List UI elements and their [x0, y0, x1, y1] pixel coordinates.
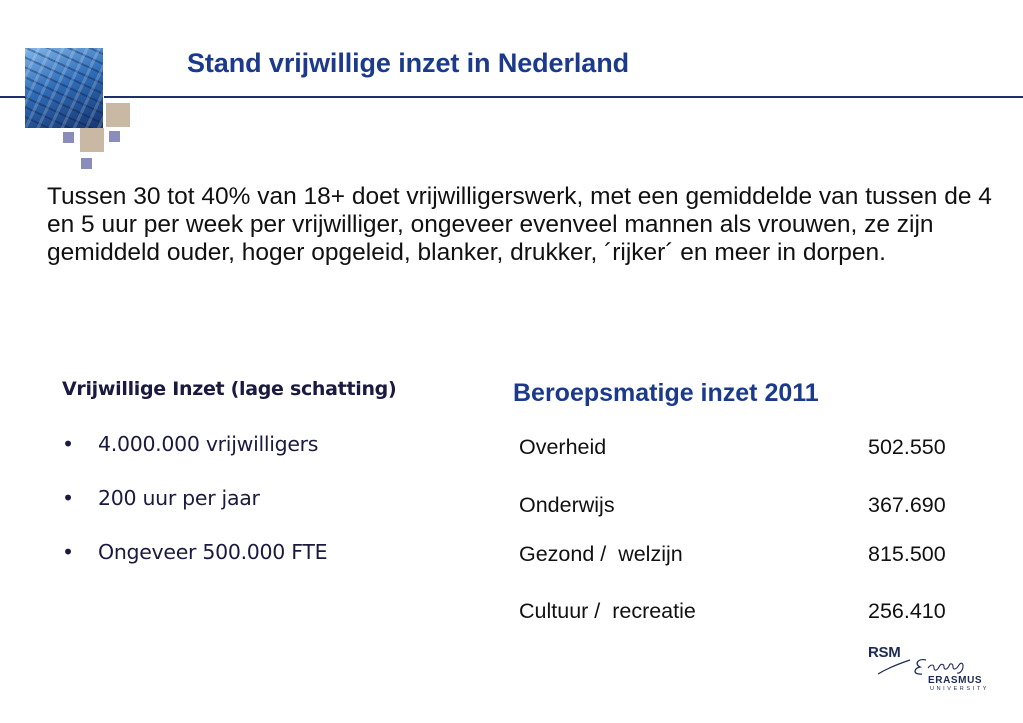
bullet-icon: •	[62, 540, 74, 564]
page-title: Stand vrijwillige inzet in Nederland	[187, 48, 629, 78]
list-item-text: 4.000.000 vrijwilligers	[98, 432, 319, 456]
sector-label: Gezond / welzijn	[519, 542, 683, 566]
bullet-icon: •	[62, 486, 74, 510]
intro-paragraph: Tussen 30 tot 40% van 18+ doet vrijwilligerswerk, met een gemiddelde van tussen de 4 en 5 uur per week per vrijwilliger, ongeveer evenveel mannen als vrouwen, ze zijn gemiddeld ouder, hoger opgeleid, blanker, drukker, ´rijker´ en meer in dorpen.	[47, 183, 992, 266]
list-item	[62, 486, 327, 540]
volunteer-list	[62, 432, 327, 594]
building-photo	[25, 48, 104, 128]
volunteer-heading: Vrijwillige Inzet (lage schatting)	[62, 378, 397, 400]
list-item	[62, 540, 327, 594]
sector-value: 367.690	[868, 493, 946, 517]
table-row	[519, 542, 969, 572]
list-item-text: Ongeveer 500.000 FTE	[98, 540, 328, 564]
sector-value: 256.410	[868, 599, 946, 623]
logo-erasmus-text: ERASMUS	[928, 675, 983, 686]
list-item	[62, 432, 327, 486]
sector-value: 815.500	[868, 542, 946, 566]
table-row	[519, 435, 969, 465]
lavender-square-right	[109, 131, 120, 142]
table-row	[519, 599, 969, 629]
list-item-text: 200 uur per jaar	[98, 486, 260, 510]
tan-square-mid	[80, 128, 104, 152]
sector-label: Onderwijs	[519, 493, 615, 517]
rsm-erasmus-logo	[868, 644, 988, 694]
table-row	[519, 493, 969, 523]
sector-label: Cultuur / recreatie	[519, 599, 696, 623]
sector-label: Overheid	[519, 435, 607, 459]
sector-value: 502.550	[868, 435, 946, 459]
logo-university-text: UNIVERSITY	[930, 686, 990, 692]
lavender-square-left	[63, 132, 74, 143]
tan-square-top	[106, 103, 130, 127]
header-rule	[0, 96, 1023, 98]
professional-heading: Beroepsmatige inzet 2011	[513, 379, 819, 407]
lavender-square-bottom	[81, 158, 92, 169]
logo-rsm-text: RSM	[868, 644, 901, 661]
bullet-icon: •	[62, 432, 74, 456]
